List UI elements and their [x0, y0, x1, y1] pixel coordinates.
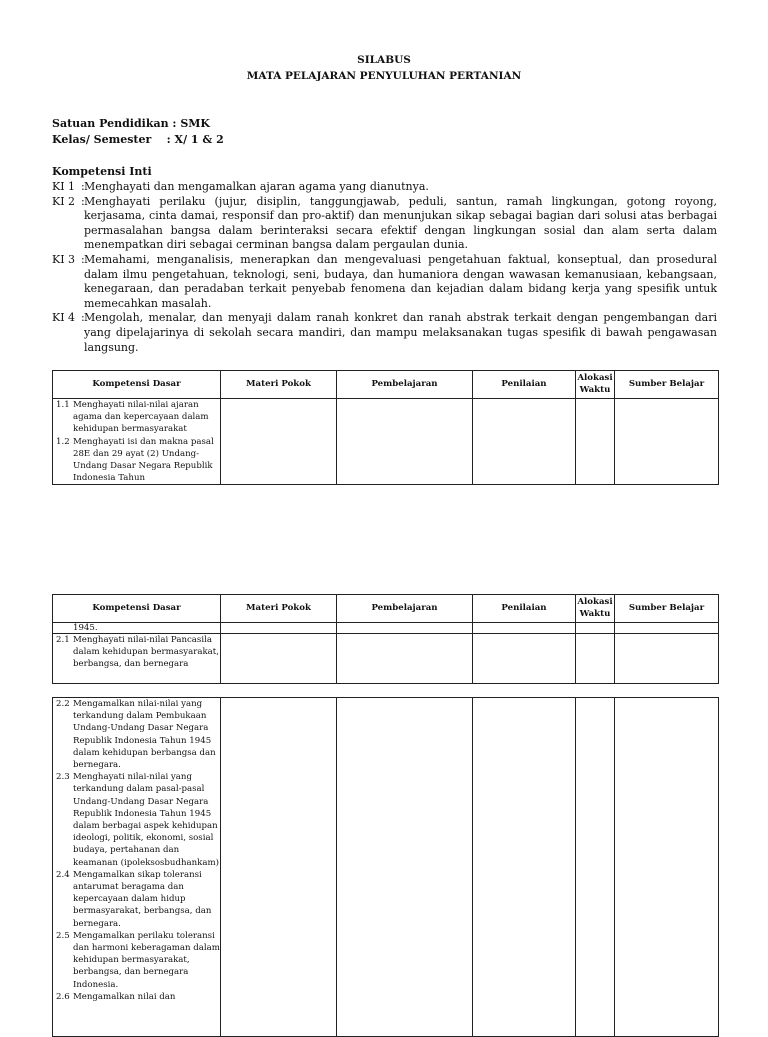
kd-cell: [53, 634, 221, 684]
ki-item: KI 4 : Mengolah, menalar, dan menyaji dalam ranah konkret dan ranah abstrak terkait dengan pengembangan dari yang dipelajarinya di sekolah secara mandiri, dan mampu melaksanakan tugas spesifik di bawah pengawasan langsung.: [52, 311, 717, 354]
table-row: [53, 623, 719, 634]
header-sumber-belajar: Sumber Belajar: [615, 371, 719, 399]
kd-cell: [53, 698, 221, 1037]
header-penilaian: Penilaian: [473, 595, 576, 623]
kd-code: 2.1: [56, 635, 70, 645]
sumber-cell: [615, 399, 719, 485]
pembelajaran-cell: [337, 399, 473, 485]
kd-code: 2.6: [56, 991, 70, 1002]
satuan-label: Satuan Pendidikan :: [52, 117, 177, 130]
sumber-cell: [615, 698, 719, 1037]
kd-item: [53, 436, 220, 485]
header-sumber-belajar: Sumber Belajar: [615, 595, 719, 623]
penilaian-cell: [473, 698, 576, 1037]
kd-text: Menghayati nilai-nilai yang terkandung dalam pasal-pasal Undang-Undang Dasar Negara Republik Indonesia Tahun 1945 dalam berbagai aspek kehidupan ideologi, politik, ekonomi, sosial budaya, pertahanan dan keamanan (ipoleksosbudhankam): [73, 772, 219, 868]
header-pembelajaran: Pembelajaran: [337, 595, 473, 623]
table-header-row: [53, 371, 719, 399]
kompetensi-inti-list: [52, 180, 717, 355]
kd-continuation: 1945.: [73, 623, 98, 633]
kd-text: Mengamalkan nilai-nilai yang terkandung dalam Pembukaan Undang-Undang Dasar Negara Republik Indonesia Tahun 1945 dalam kehidupan berbangsa dan bernegara.: [73, 699, 216, 771]
table-row: [53, 399, 719, 485]
table-row: [53, 698, 719, 1037]
materi-cell: [221, 399, 337, 485]
penilaian-cell: [473, 399, 576, 485]
pembelajaran-cell: [337, 698, 473, 1037]
kd-text: Mengamalkan nilai dan: [73, 991, 176, 1002]
syllabus-table-1: [52, 370, 719, 485]
kd-item: [53, 930, 220, 991]
header-kompetensi-dasar: Kompetensi Dasar: [53, 595, 221, 623]
kd-code: 1.2: [56, 436, 70, 447]
header-alokasi-waktu: Alokasi Waktu: [576, 595, 615, 623]
materi-cell: [221, 623, 337, 634]
header-penilaian: Penilaian: [473, 371, 576, 399]
kd-text: Menghayati nilai-nilai ajaran agama dan kepercayaan dalam kehidupan bermasyarakat: [73, 400, 209, 435]
kd-item: [53, 869, 220, 930]
sumber-cell: [615, 634, 719, 684]
header-pembelajaran: Pembelajaran: [337, 371, 473, 399]
penilaian-cell: [473, 623, 576, 634]
ki-item: KI 2 : Menghayati perilaku (jujur, disiplin, tanggungjawab, peduli, santun, ramah lingkungan, gotong royong, kerjasama, cinta damai, responsif dan pro-aktif) dan menunjukan sikap sebagai bagian dari solusi atas berbagai permasalahan bangsa dalam berinteraksi secara efektif dengan lingkungan sosial dan alam serta dalam menempatkan diri sebagai cerminan bangsa dalam pergaulan dunia.: [52, 194, 717, 252]
ki-code: KI 1: [52, 180, 76, 193]
ki-code: KI 3: [52, 252, 76, 266]
ki-text: Menghayati perilaku (jujur, disiplin, tanggungjawab, peduli, santun, ramah lingkungan, gotong royong, kerjasama, cinta damai, responsif dan pro-aktif) dan menunjukan sikap sebagai bagian dari solusi atas berbagai permasalahan bangsa dalam berinteraksi secara efektif dengan lingkungan sosial dan alam serta dalam menempatkan diri sebagai cerminan bangsa dalam pergaulan dunia.: [84, 194, 717, 252]
syllabus-table-2: [52, 594, 719, 684]
materi-cell: [221, 634, 337, 684]
pembelajaran-cell: [337, 623, 473, 634]
ki-text: Memahami, menganalisis, menerapkan dan mengevaluasi pengetahuan faktual, konseptual, dan prosedural dalam ilmu pengetahuan, teknologi, seni, budaya, dan humaniora dengan wawasan kemanusiaan, kebangsaan, kenegaraan, dan peradaban terkait penyebab fenomena dan kejadian dalam bidang kerja yang spesifik untuk memecahkan masalah.: [84, 252, 717, 310]
kd-cell: [53, 623, 221, 634]
materi-cell: [221, 698, 337, 1037]
kd-code: 1.1: [56, 400, 70, 410]
kd-code: 2.4: [56, 869, 70, 880]
kd-text: Menghayati isi dan makna pasal 28E dan 29 ayat (2) Undang-Undang Dasar Negara Republik Indonesia Tahun: [73, 436, 214, 484]
kd-cell: [53, 399, 221, 485]
kd-code: 2.5: [56, 930, 70, 941]
satuan-pendidikan: [52, 117, 210, 130]
kompetensi-inti-heading: Kompetensi Inti: [52, 165, 152, 178]
ki-text: Mengolah, menalar, dan menyaji dalam ranah konkret dan ranah abstrak terkait dengan pengembangan dari yang dipelajarinya di sekolah secara mandiri, dan mampu melaksanakan tugas spesifik di bawah pengawasan langsung.: [84, 311, 717, 354]
kd-item: [53, 771, 220, 869]
kd-item: [53, 991, 220, 1003]
header-materi-pokok: Materi Pokok: [221, 371, 337, 399]
header-materi-pokok: Materi Pokok: [221, 595, 337, 623]
kd-item: [53, 698, 220, 771]
table-header-row: [53, 595, 719, 623]
ki-item: KI 1 : Menghayati dan mengamalkan ajaran agama yang dianutnya.: [52, 180, 717, 195]
ki-code: KI 4: [52, 311, 76, 325]
ki-code: KI 2: [52, 194, 76, 208]
kd-item: [53, 634, 220, 671]
ki-item: KI 3 : Memahami, menganalisis, menerapkan dan mengevaluasi pengetahuan faktual, konseptual, dan prosedural dalam ilmu pengetahuan, teknologi, seni, budaya, dan humaniora dengan wawasan kemanusiaan, kebangsaan, kenegaraan, dan peradaban terkait penyebab fenomena dan kejadian dalam bidang kerja yang spesifik untuk memecahkan masalah.: [52, 252, 717, 310]
alokasi-cell: [576, 399, 615, 485]
alokasi-cell: [576, 623, 615, 634]
sumber-cell: [615, 623, 719, 634]
syllabus-table-3: [52, 697, 719, 1037]
ki-text: Menghayati dan mengamalkan ajaran agama yang dianutnya.: [84, 180, 429, 193]
table-row: [53, 634, 719, 684]
header-alokasi-waktu: Alokasi Waktu: [576, 371, 615, 399]
alokasi-cell: [576, 634, 615, 684]
alokasi-cell: [576, 698, 615, 1037]
pembelajaran-cell: [337, 634, 473, 684]
kd-text: Menghayati nilai-nilai Pancasila dalam kehidupan bermasyarakat, berbangsa, dan bernegara: [73, 635, 219, 670]
satuan-value: SMK: [180, 117, 210, 130]
kd-code: 2.3: [56, 772, 70, 783]
header-kompetensi-dasar: Kompetensi Dasar: [53, 371, 221, 399]
penilaian-cell: [473, 634, 576, 684]
kd-code: 2.2: [56, 699, 70, 709]
document-title: SILABUS: [357, 54, 411, 66]
kelas-label: Kelas/ Semester: [52, 133, 152, 146]
kd-item: [53, 399, 220, 436]
kelas-value: : X/ 1 & 2: [166, 133, 224, 146]
document-subtitle: MATA PELAJARAN PENYULUHAN PERTANIAN: [246, 70, 522, 82]
kelas-semester: [52, 133, 224, 146]
kd-text: Mengamalkan sikap toleransi antarumat beragama dan kepercayaan dalam hidup bermasyarakat, berbangsa, dan bernegara.: [73, 869, 212, 929]
kd-text: Mengamalkan perilaku toleransi dan harmoni keberagaman dalam kehidupan bermasyarakat, berbangsa, dan bernegara Indonesia.: [73, 930, 220, 990]
